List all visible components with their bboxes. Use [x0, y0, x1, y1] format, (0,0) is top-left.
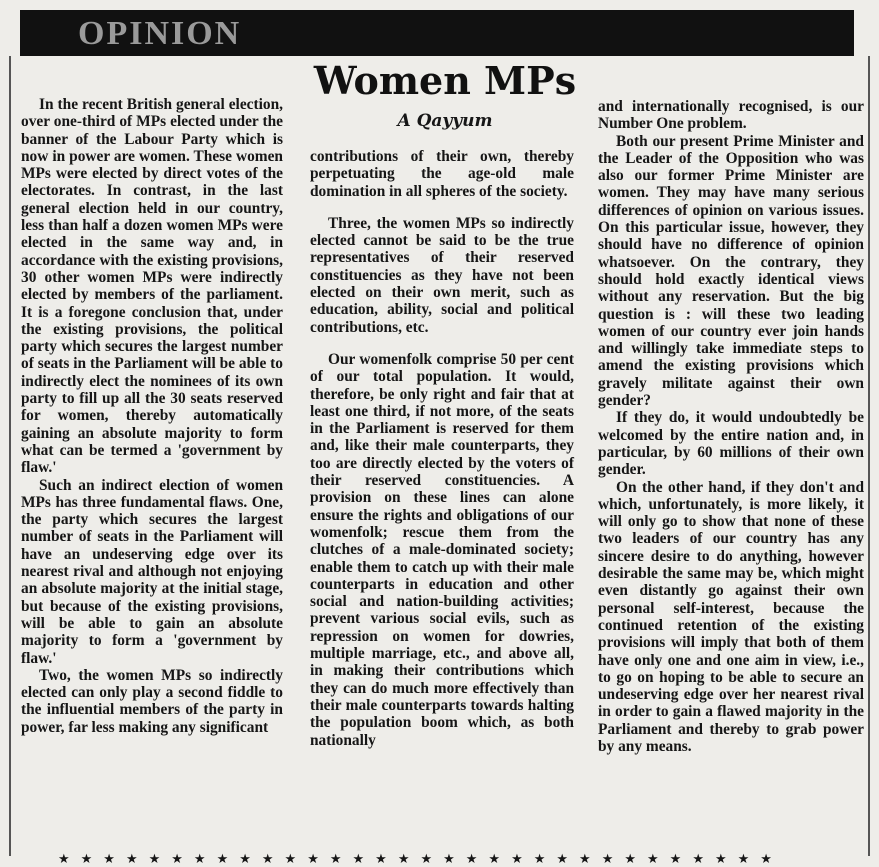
article-paragraph: Both our present Prime Minister and the Leader of the Opposition who was also our former Prime Minister are women. They may have many serious differences of opinion on various issues. On this particular issue, however, they should have no difference of opinion whatsoever. On the contrary, they should hold exactly identical views without any reservation. But the big question is : will these two leading women of our country ever join hands and willingly take immediate steps to amend the existing provisions which gravely militate against their own gender? [598, 132, 864, 410]
article-paragraph: In the recent British general election, over one-third of MPs elected under the banner of the Labour Party which is now in power are women. These women MPs were elected by direct votes of the electorates. In contrast, in the last general election held in our country, less than half a dozen women MPs were elected in the same way and, in accordance with the existing provisions, 30 other women MPs were indirectly elected by members of the parliament. It is a foregone conclusion that, under the existing provisions, the political party which secures the largest number of seats in the Parliament will be able to indirectly elect the nominees of its own party to fill up all the 30 seats reserved for women, thereby automatically gaining an absolute majority to form what can be termed a 'government by flaw.' [21, 96, 283, 477]
footer-star-rule: ★★★★★★★★★★★★★★★★★★★★★★★★★★★★★★★★ [58, 852, 783, 867]
column-border-right [868, 56, 870, 856]
article-paragraph: Two, the women MPs so indirectly elected can only play a second fiddle to the influential members of the party in power, far less making any significant [21, 666, 283, 736]
column-border-left [9, 56, 11, 856]
section-label: OPINION [78, 15, 242, 52]
article-author: A Qayyum [397, 111, 493, 131]
article-column-3 [598, 98, 864, 755]
article-column-2 [310, 148, 574, 749]
article-paragraph: and internationally recognised, is our Number One problem. [598, 98, 864, 133]
article-paragraph: Such an indirect election of women MPs has three fundamental flaws. One, the party which secures the largest number of seats in the Parliament will have an undeserving edge over its nearest rival and although not enjoying an absolute majority at the initial stage, but because of the existing provisions, will be able to gain an absolute majority to form a 'government by flaw.' [21, 476, 283, 667]
article-paragraph: If they do, it would undoubtedly be welcomed by the entire nation and, in particular, by 60 millions of their own gender. [598, 409, 864, 479]
article-paragraph: Our womenfolk comprise 50 per cent of our total population. It would, therefore, be only right and fair that at least one third, if not more, of the seats in the Parliament is reserved for them and, like their male counterparts, they too are directly elected by the voters of their reserved constituencies. A provision on these lines can alone ensure the rights and obligations of our womenfolk; rescue them from the clutches of a male-dominated society; enable them to catch up with their male counterparts in education and other social and nation-building activities; prevent various social evils, such as repression on women for dowries, multiple marriage, etc., and above all, in making their contributions which they can do much more effectively than their male counterparts towards halting the population boom which, as both nationally [310, 350, 574, 749]
article-column-1 [21, 96, 283, 736]
section-banner [20, 10, 854, 56]
article-paragraph: On the other hand, if they don't and which, unfortunately, is more likely, it will only go to show that none of these two leaders of our country has any sincere desire to do anything, however desirable the same may be, which might even distantly go against their own personal self-interest, because the continued retention of the existing provisions will imply that both of them have only one and one aim in view, i.e., to go on hoping to be able to secure an undeserving edge over her nearest rival in order to gain a flawed majority in the Parliament and thereby to grab power by any means. [598, 478, 864, 755]
article-paragraph: Three, the women MPs so indirectly elected cannot be said to be the true representatives of their reserved constituencies as they have not been elected on their own merit, such as education, ability, social and political contributions, etc. [310, 214, 574, 336]
article-paragraph: contributions of their own, thereby perpetuating the age-old male domination in all spheres of the society. [310, 148, 574, 200]
article-title: Women MPs [313, 58, 577, 103]
